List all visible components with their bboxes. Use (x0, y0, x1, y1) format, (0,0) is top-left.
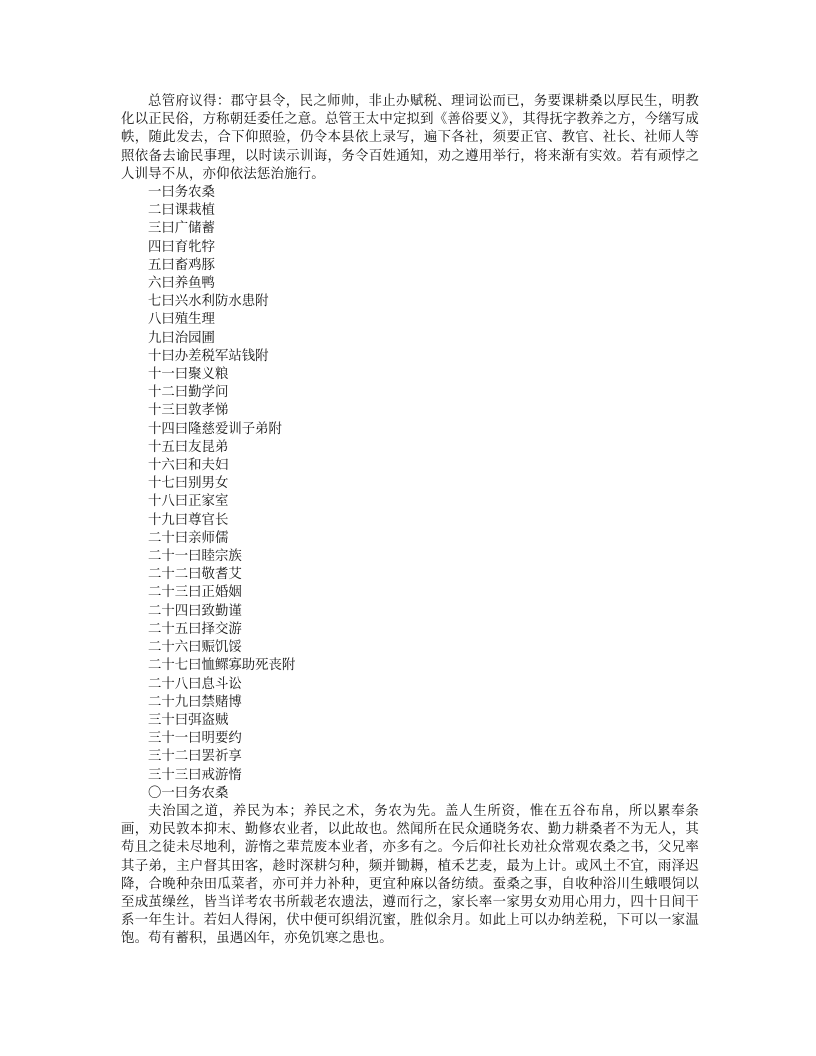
list-item: 二十四曰致勤谨 (148, 603, 242, 619)
list-item: 二十五曰择交游 (148, 621, 242, 637)
list-item: 七曰兴水利防水患附 (148, 294, 269, 310)
topic-list (121, 184, 699, 785)
list-item: 三曰广储蓄 (148, 221, 215, 237)
list-item: 十一曰聚义粮 (148, 367, 229, 383)
section-paragraph: 夫治国之道，养民为本；养民之术，务农为先。盖人生所资，惟在五谷布帛，所以累奉条画，劝民敦本抑末、勤修农业者，以此故也。然闻所在民众通晓务农、勤力耕桑者不为无人，其苟且之徒未尽地利，游惰之辈荒废本业者，亦多有之。今后仰社长劝社众常观农桑之书，父兄率其子弟，主户督其田客，趁时深耕匀种，频并锄耨，植禾艺麦，最为上计。或风土不宜，雨泽迟降，合晚种杂田瓜菜者，亦可并力补种，更宜种麻以备纺绩。蚕桑之事，自收种浴川生蛾喂饲以至成茧缲丝，皆当详考农书所载老农遗法，遵而行之，家长率一家男女劝用心用力，四十日间干系一年生计。若妇人得闲，伏中便可织绢沉蜜，胜似余月。如此上可以办纳差税，下可以一家温饱。苟有蓄积，虽遇凶年，亦免饥寒之患也。 (121, 803, 699, 947)
document-body (121, 93, 699, 949)
list-item: 二曰课栽植 (148, 203, 215, 219)
list-item: 一曰务农桑 (148, 185, 215, 201)
list-item: 二十九曰禁赌博 (148, 694, 242, 710)
list-item: 三十三曰戒游惰 (148, 767, 242, 783)
list-item: 三十曰弭盗贼 (148, 712, 229, 728)
list-item: 八曰殖生理 (148, 312, 215, 328)
list-item: 二十八曰息斗讼 (148, 676, 242, 692)
list-item: 三十二曰罢祈享 (148, 749, 242, 765)
section-heading: 〇一曰务农桑 (148, 785, 229, 801)
list-item: 二十一曰睦宗族 (148, 549, 242, 565)
list-item: 十曰办差税军站钱附 (148, 348, 269, 364)
list-item: 十二曰勤学问 (148, 385, 229, 401)
list-item: 十三曰敦孝悌 (148, 403, 229, 419)
list-item: 二十曰亲师儒 (148, 530, 229, 546)
list-item: 十五曰友昆弟 (148, 439, 229, 455)
list-item: 十四曰隆慈爱训子弟附 (148, 421, 282, 437)
list-item: 二十二曰敬耆艾 (148, 567, 242, 583)
list-item: 十七曰别男女 (148, 476, 229, 492)
list-item: 三十一曰明要约 (148, 731, 242, 747)
list-item: 二十七曰恤鳏寡助死丧附 (148, 658, 296, 674)
intro-paragraph: 总管府议得：郡守县令，民之师帅，非止办赋税、理词讼而已，务要课耕桑以厚民生，明教化以正民俗，方称朝廷委任之意。总管王太中定拟到《善俗要义》，其得抚字教养之方，今缮写成帙，随此发去，合下仰照验，仍令本县依上录写，遍下各社，须要正官、教官、社长、社师人等照依备去谕民事理，以时读示训诲，务令百姓通知，劝之遵用举行，将来渐有实效。若有顽悖之人训导不从，亦仰依法惩治施行。 (121, 94, 699, 182)
list-item: 十九曰尊官长 (148, 512, 229, 528)
list-item: 九曰治园圃 (148, 330, 215, 346)
list-item: 十六曰和夫妇 (148, 458, 229, 474)
list-item: 五曰畜鸡豚 (148, 257, 215, 273)
list-item: 二十六曰赈饥馁 (148, 640, 242, 656)
list-item: 四曰育牝牸 (148, 239, 215, 255)
list-item: 六曰养鱼鸭 (148, 276, 215, 292)
list-item: 二十三曰正婚姻 (148, 585, 242, 601)
list-item: 十八曰正家室 (148, 494, 229, 510)
